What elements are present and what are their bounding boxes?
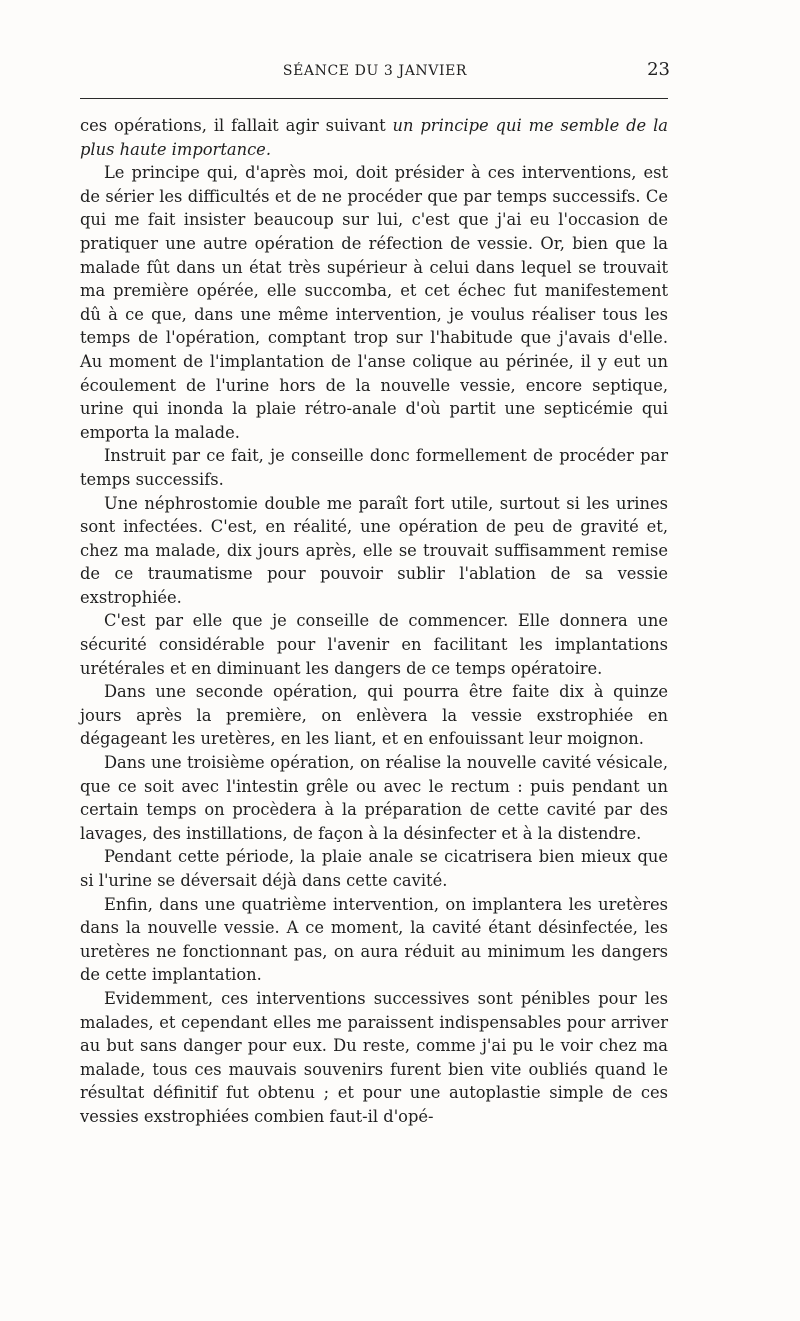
paragraph-8: Pendant cette période, la plaie anale se cicatrisera bien mieux que si l'urine se déversait déjà dans cette cavité. <box>80 847 668 890</box>
paragraph-1-italic: un principe qui me semble de la plus haute importance. <box>80 116 668 159</box>
paragraph-5: C'est par elle que je conseille de commencer. Elle donnera une sécurité considérable pour l'avenir en facilitant les implantations urétérales et en diminuant les dangers de ce temps opératoire. <box>80 611 668 678</box>
page-number: 23 <box>647 59 670 80</box>
paragraph-3: Instruit par ce fait, je conseille donc formellement de procéder par temps successifs. <box>80 446 668 489</box>
header-rule <box>80 98 668 99</box>
paragraph-2: Le principe qui, d'après moi, doit présider à ces interventions, est de sérier les difficultés et de ne procéder que par temps successifs. Ce qui me fait insister beaucoup sur lui, c'est que j'ai eu l'occasion de pratiquer une autre opération de réfection de vessie. Or, bien que la malade fût dans un état très supérieur à celui dans lequel se trouvait ma première opérée, elle succomba, et cet échec fut manifestement dû à ce que, dans une même intervention, je voulus réaliser tous les temps de l'opération, comptant trop sur l'habitude que j'avais d'elle. Au moment de l'implantation de l'anse colique au périnée, il y eut un écoulement de l'urine hors de la nouvelle vessie, encore septique, urine qui inonda la plaie rétro-anale d'où partit une septicémie qui emporta la malade. <box>80 163 668 442</box>
running-head <box>80 60 670 86</box>
body-text <box>80 114 668 1129</box>
running-title: SÉANCE DU 3 JANVIER <box>282 63 468 79</box>
paragraph-1 <box>80 114 668 161</box>
paragraph-10: Evidemment, ces interventions successives sont pénibles pour les malades, et cependant elles me paraissent indispensables pour arriver au but sans danger pour eux. Du reste, comme j'ai pu le voir chez ma malade, tous ces mauvais souvenirs furent bien vite oubliés quand le résultat définitif fut obtenu ; et pour une autoplastie simple de ces vessies exstrophiées combien faut-il d'opé- <box>80 988 668 1126</box>
paragraph-4: Une néphrostomie double me paraît fort utile, surtout si les urines sont infectées. C'est, en réalité, une opération de peu de gravité et, chez ma malade, dix jours après, elle se trouvait suffisamment remise de ce traumatisme pour pouvoir sublir l'ablation de sa vessie exstrophiée. <box>80 493 668 607</box>
paragraph-6: Dans une seconde opération, qui pourra être faite dix à quinze jours après la première, on enlèvera la vessie exstrophiée en dégageant les uretères, en les liant, et en enfouissant leur moignon. <box>80 682 668 749</box>
paragraph-9: Enfin, dans une quatrième intervention, on implantera les uretères dans la nouvelle vessie. A ce moment, la cavité étant désinfectée, les uretères ne fonctionnant pas, on aura réduit au minimum les dangers de cette implantation. <box>80 894 668 985</box>
paragraph-1-text: ces opérations, il fallait agir suivant <box>80 116 393 135</box>
paragraph-7: Dans une troisième opération, on réalise la nouvelle cavité vésicale, que ce soit avec l'intestin grêle ou avec le rectum : puis pendant un certain temps on procèdera à la préparation de cette cavité par des lavages, des instillations, de façon à la désinfecter et à la distendre. <box>80 753 668 843</box>
